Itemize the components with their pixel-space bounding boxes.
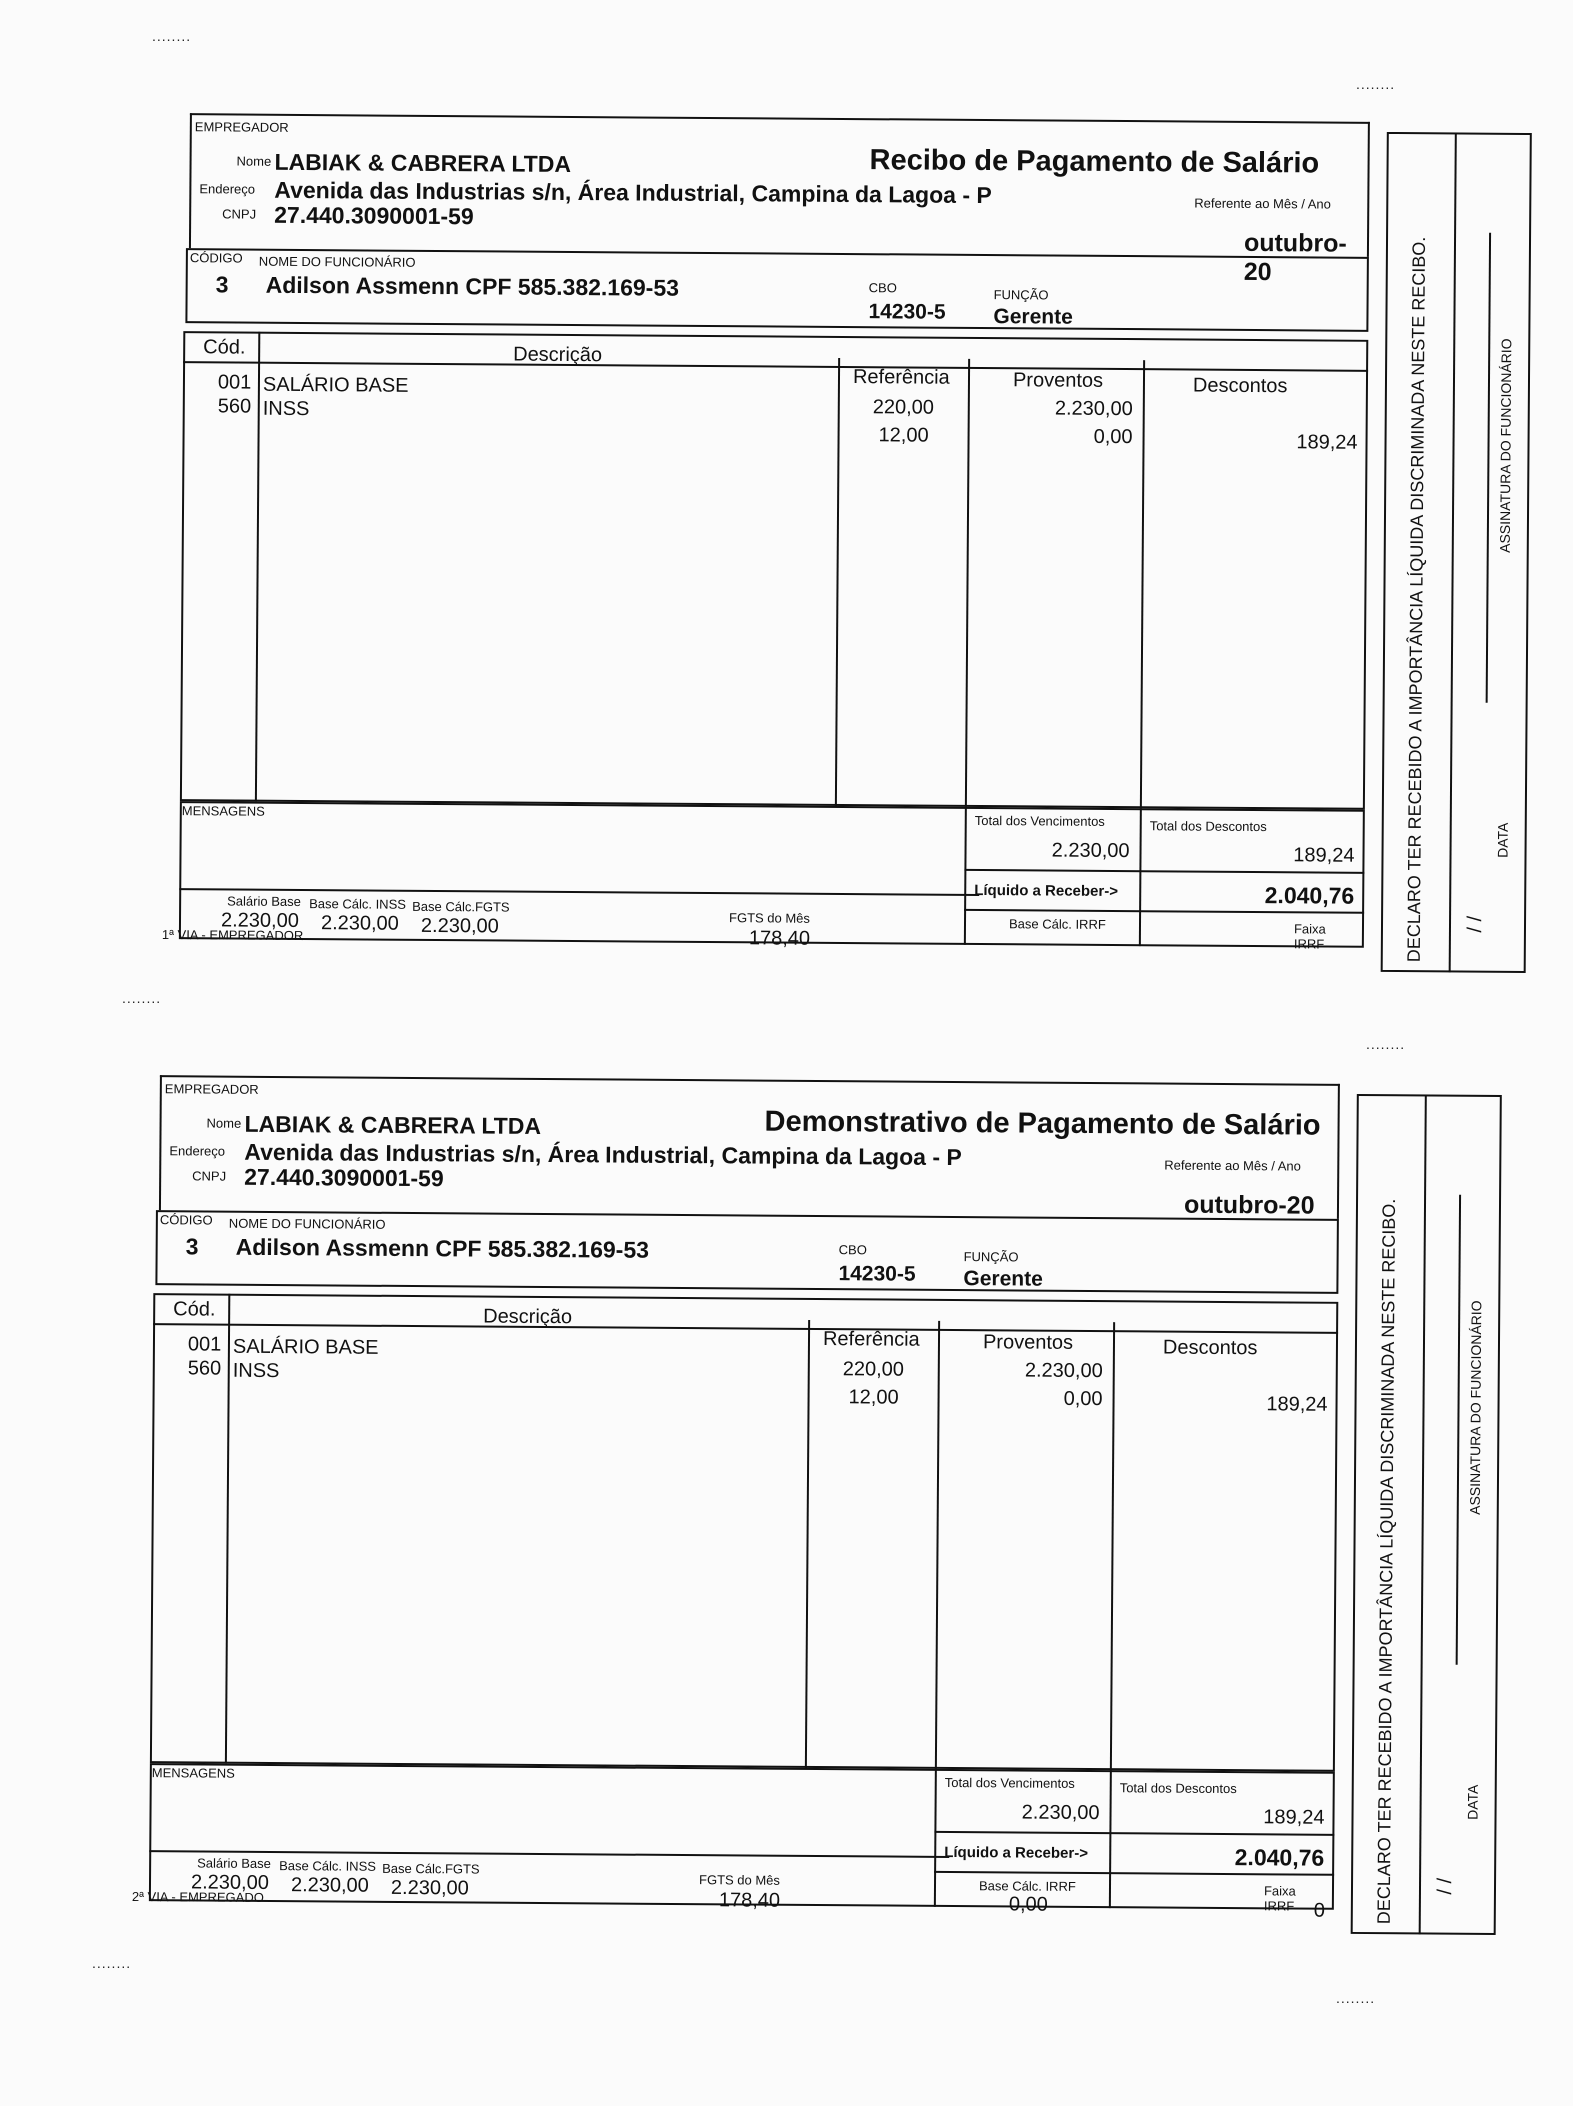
mensagens-label: MENSAGENS <box>181 803 265 819</box>
cnpj-label: CNPJ <box>222 206 257 222</box>
base-inss-value: 2.230,00 <box>290 1874 369 1897</box>
declaration-text: DECLARO TER RECEBIDO A IMPORTÂNCIA LÍQUIDA DISCRIMINADA NESTE RECIBO. <box>1373 1198 1400 1925</box>
referente-label: Referente ao Mês / Ano <box>1164 1157 1301 1174</box>
receipt-first-via <box>158 103 1515 1012</box>
item-descontos: 189,24 <box>1296 431 1358 454</box>
item-proventos: 0,00 <box>1063 1387 1103 1411</box>
item-desc: INSS <box>262 397 310 421</box>
salario-base-label: Salário Base <box>197 1855 271 1872</box>
col-descontos-header: Descontos <box>1162 1336 1258 1360</box>
item-ref: 220,00 <box>842 1358 905 1381</box>
date-slashes: / / <box>1433 1877 1457 1895</box>
fgts-mes-value: 178,40 <box>748 927 811 950</box>
cnpj-label: CNPJ <box>192 1168 227 1184</box>
fgts-mes-label: FGTS do Mês <box>698 1872 781 1888</box>
total-descontos-value: 189,24 <box>1293 844 1355 867</box>
page-dots-mark: ........ <box>92 1955 132 1971</box>
liquido-label: Líquido a Receber-> <box>974 881 1119 901</box>
faixa-irrf-label: Faixa IRRF <box>1293 921 1326 952</box>
total-vencimentos-label: Total dos Vencimentos <box>974 812 1105 829</box>
item-proventos: 0,00 <box>1093 425 1133 449</box>
employee-cbo: 14230-5 <box>838 1262 916 1286</box>
data-label: DATA <box>1464 1784 1481 1820</box>
item-desc: INSS <box>232 1359 280 1383</box>
salario-base-value: 2.230,00 <box>190 1871 269 1895</box>
period-value: outubro-20 <box>1243 228 1347 287</box>
item-cod: 001 <box>217 371 252 394</box>
via-label: 1ª VIA - EMPREGADOR <box>161 926 304 944</box>
employer-label: EMPREGADOR <box>164 1081 259 1097</box>
col-descricao-header: Descrição <box>513 343 603 367</box>
base-inss-label: Base Cálc. INSS <box>309 896 407 912</box>
mensagens-label: MENSAGENS <box>151 1765 235 1781</box>
cbo-label: CBO <box>838 1242 867 1258</box>
items-table <box>180 331 1368 810</box>
via-label: 2ª VIA - EMPREGADO <box>131 1888 264 1905</box>
period-value: outubro-20 <box>1183 1190 1315 1220</box>
company-cnpj: 27.440.3090001-59 <box>274 201 474 230</box>
item-desc: SALÁRIO BASE <box>232 1335 379 1359</box>
page-dots-mark: ........ <box>1366 1036 1406 1052</box>
date-slashes: / / <box>1463 915 1487 933</box>
total-vencimentos-value: 2.230,00 <box>1021 1801 1100 1825</box>
page-dots-mark: ........ <box>1336 1990 1376 2006</box>
col-proventos-header: Proventos <box>982 1331 1074 1354</box>
item-desc: SALÁRIO BASE <box>262 373 409 397</box>
items-table <box>150 1293 1338 1772</box>
company-name: LABIAK & CABRERA LTDA <box>244 1110 542 1139</box>
endereco-label: Endereço <box>169 1143 226 1159</box>
employee-name: Adilson Assmenn CPF 585.382.169-53 <box>265 271 680 301</box>
col-referencia-header: Referência <box>852 366 950 389</box>
item-ref: 12,00 <box>848 1386 899 1409</box>
faixa-irrf-value: 0 <box>1313 1899 1326 1922</box>
assinatura-label: ASSINATURA DO FUNCIONÁRIO <box>1496 338 1515 553</box>
total-descontos-value: 189,24 <box>1263 1806 1325 1829</box>
employee-cbo: 14230-5 <box>868 300 946 324</box>
nome-funcionario-label: NOME DO FUNCIONÁRIO <box>258 253 416 270</box>
cbo-label: CBO <box>868 280 897 296</box>
codigo-label: CÓDIGO <box>189 250 243 266</box>
employee-function: Gerente <box>993 305 1073 329</box>
fgts-mes-value: 178,40 <box>718 1889 781 1912</box>
item-ref: 12,00 <box>878 424 929 447</box>
employee-function: Gerente <box>963 1267 1043 1291</box>
funcao-label: FUNÇÃO <box>993 287 1049 303</box>
liquido-value: 2.040,76 <box>1264 882 1355 909</box>
item-cod: 560 <box>217 395 252 418</box>
total-descontos-label: Total dos Descontos <box>1119 1780 1237 1797</box>
item-proventos: 2.230,00 <box>1054 397 1133 421</box>
salario-base-value: 2.230,00 <box>220 909 299 933</box>
col-referencia-header: Referência <box>822 1328 920 1351</box>
base-inss-value: 2.230,00 <box>320 912 399 935</box>
funcao-label: FUNÇÃO <box>963 1249 1019 1265</box>
base-fgts-label: Base Cálc.FGTS <box>382 1860 480 1877</box>
base-irrf-value: 0,00 <box>1008 1893 1048 1916</box>
page-dots-mark: ........ <box>1356 76 1396 92</box>
page-dots-mark: ........ <box>152 28 192 44</box>
employee-name: Adilson Assmenn CPF 585.382.169-53 <box>235 1233 650 1263</box>
base-irrf-label: Base Cálc. IRRF <box>978 1878 1076 1894</box>
faixa-irrf-label: Faixa IRRF <box>1263 1883 1296 1914</box>
total-descontos-label: Total dos Descontos <box>1149 818 1267 835</box>
nome-label: Nome <box>206 1115 242 1131</box>
col-descricao-header: Descrição <box>483 1305 573 1329</box>
total-vencimentos-value: 2.230,00 <box>1051 839 1130 863</box>
base-fgts-label: Base Cálc.FGTS <box>412 898 510 915</box>
document-title: Demonstrativo de Pagamento de Salário <box>764 1105 1321 1142</box>
nome-label: Nome <box>236 153 272 169</box>
data-label: DATA <box>1494 822 1511 858</box>
base-fgts-value: 2.230,00 <box>390 1876 469 1900</box>
item-cod: 001 <box>187 1333 222 1356</box>
assinatura-label: ASSINATURA DO FUNCIONÁRIO <box>1466 1300 1485 1515</box>
liquido-value: 2.040,76 <box>1234 1844 1325 1871</box>
item-descontos: 189,24 <box>1266 1393 1328 1416</box>
col-proventos-header: Proventos <box>1012 369 1104 392</box>
document-title: Recibo de Pagamento de Salário <box>869 144 1320 180</box>
col-descontos-header: Descontos <box>1192 374 1288 398</box>
employer-label: EMPREGADOR <box>194 119 289 135</box>
item-proventos: 2.230,00 <box>1024 1359 1103 1383</box>
salario-base-label: Salário Base <box>227 893 301 910</box>
declaration-text: DECLARO TER RECEBIDO A IMPORTÂNCIA LÍQUIDA DISCRIMINADA NESTE RECIBO. <box>1403 236 1430 963</box>
company-address: Avenida das Industrias s/n, Área Industrial, Campina da Lagoa - P <box>244 1138 962 1171</box>
receipt-second-via <box>128 1065 1485 1974</box>
base-irrf-label: Base Cálc. IRRF <box>1008 916 1106 932</box>
total-vencimentos-label: Total dos Vencimentos <box>944 1774 1075 1791</box>
item-cod: 560 <box>187 1357 222 1380</box>
referente-label: Referente ao Mês / Ano <box>1194 195 1331 212</box>
liquido-label: Líquido a Receber-> <box>944 1843 1089 1863</box>
company-address: Avenida das Industrias s/n, Área Industrial, Campina da Lagoa - P <box>274 176 992 209</box>
item-ref: 220,00 <box>872 396 935 419</box>
col-cod-header: Cód. <box>203 336 246 359</box>
base-fgts-value: 2.230,00 <box>420 914 499 938</box>
col-cod-header: Cód. <box>173 1298 216 1321</box>
employee-code: 3 <box>185 1233 199 1260</box>
employee-code: 3 <box>215 271 229 298</box>
page-dots-mark: ........ <box>122 990 162 1006</box>
company-name: LABIAK & CABRERA LTDA <box>274 148 572 177</box>
nome-funcionario-label: NOME DO FUNCIONÁRIO <box>228 1215 386 1232</box>
company-cnpj: 27.440.3090001-59 <box>244 1163 444 1192</box>
base-inss-label: Base Cálc. INSS <box>279 1858 377 1874</box>
codigo-label: CÓDIGO <box>159 1212 213 1228</box>
fgts-mes-label: FGTS do Mês <box>728 910 811 926</box>
endereco-label: Endereço <box>199 181 256 197</box>
